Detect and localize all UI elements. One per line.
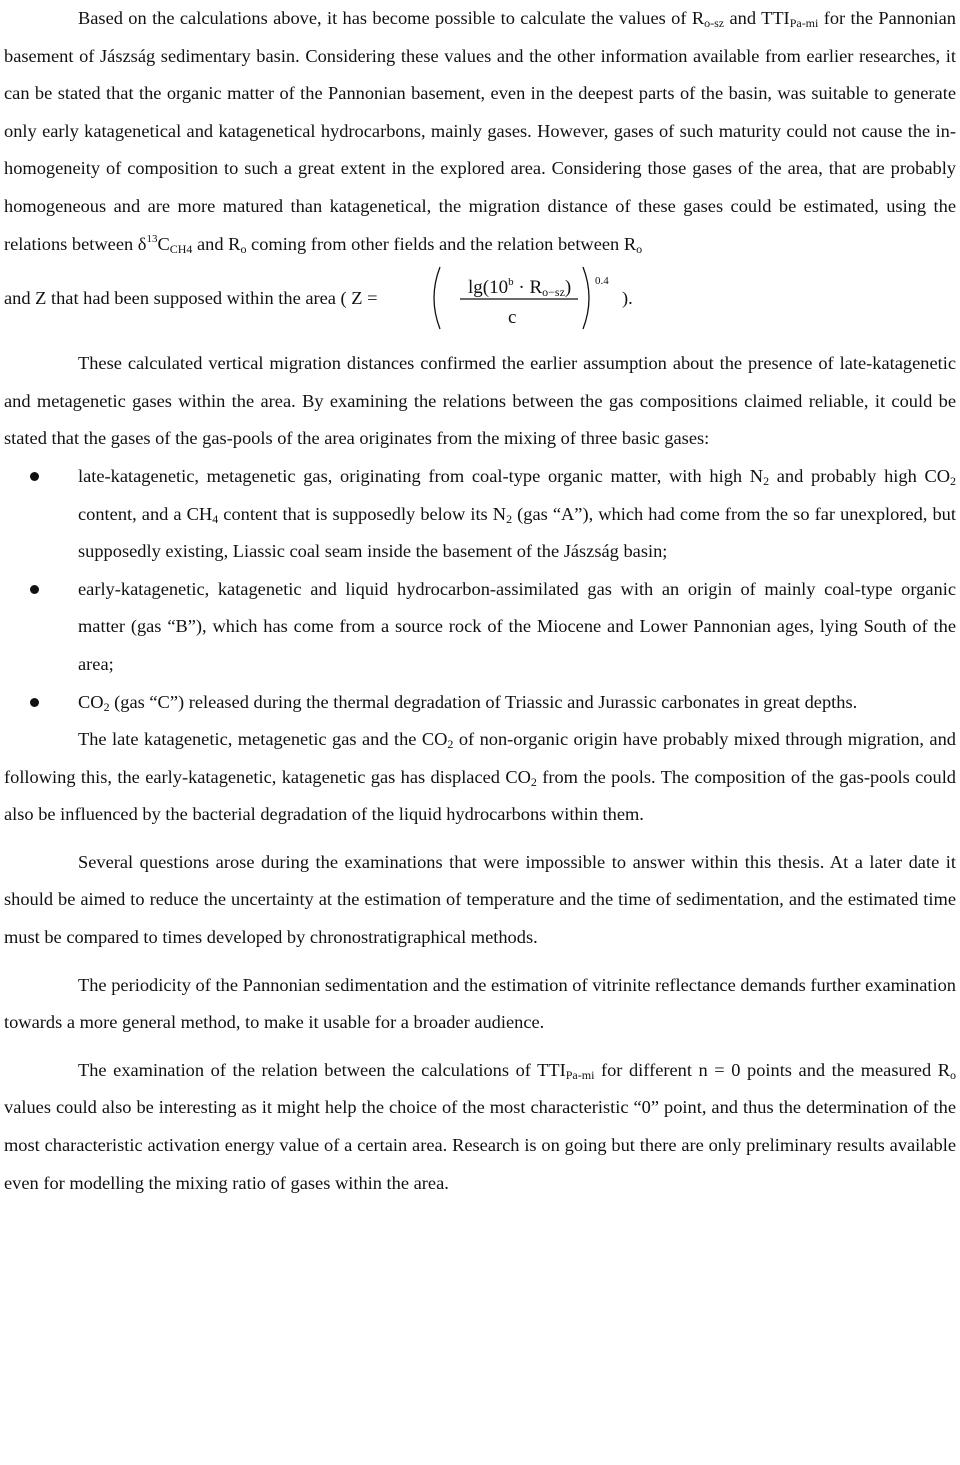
formula-line (4, 263, 956, 333)
list-item: $CO_2$ (gas “C”) released during the thermal degradation of Triassic and Jurassic carbonates in great depths. (4, 684, 956, 722)
bullet-icon (30, 472, 39, 481)
paragraph-migration: These calculated vertical migration distances confirmed the earlier assumption about the presence of late-katagenetic and metagenetic gases within the area. By examining the relations between the gas compositions claimed reliable, it could be stated that the gases of the gas-pools of the area originates from the mixing of three basic gases: (4, 353, 956, 449)
formula-denominator: c (508, 307, 517, 329)
bullet-icon (30, 698, 39, 707)
gas-list (4, 458, 956, 721)
bullet-icon (30, 585, 39, 594)
formula-trail-text: ). (622, 288, 633, 309)
paragraph-periodicity: The periodicity of the Pannonian sedimentation and the estimation of vitrinite reflectance demands further examination towards a more general method, to make it usable for a broader audience. (4, 974, 956, 1033)
paragraph-mixing: The late katagenetic, metagenetic gas and the $CO_2$ of non-organic origin have probably mixed through migration, and following this, the early-katagenetic, katagenetic gas has displaced $CO_2$ from the pools. The composition of the gas-pools could also be influenced by the bacterial degradation of the liquid hydrocarbons within them. (4, 729, 956, 825)
list-item: late-katagenetic, metagenetic gas, originating from coal-type organic matter, with high $N_2$ and probably high $CO_2$ content, and a $CH_4$ content that is supposedly below its $N_2$ (gas “A”), which had come from the so far unexplored, but supposedly existing, Liassic coal seam inside the basement of the Jászság basin; (4, 458, 956, 571)
formula-numerator: $\lg(10^b \cdot R_{o-sz})$ (468, 276, 572, 300)
list-item: early-katagenetic, katagenetic and liquid hydrocarbon-assimilated gas with an origin of mainly coal-type organic matter (gas “B”), which has come from a source rock of the Miocene and Lower Pannonian ages, lying South of the area; (4, 571, 956, 684)
migration-distance-formula (424, 263, 619, 333)
document-page (4, 0, 956, 1202)
paragraph-results: Based on the calculations above, it has become possible to calculate the values of $R_{o-sz}$ and $TTI_{Pa-mi}$ for the Pannonian basement of Jászság sedimentary basin. Considering these values and the other information available from earlier researches, it can be stated that the organic matter of the Pannonian basement, even in the deepest parts of the basin, was suitable to generate only early katagenetical and katagenetical hydrocarbons, mainly gases. However, gases of such maturity could not cause the in-homogeneity of composition to such a great extent in the explored area. Considering those gases of the area, that are probably homogeneous and are more matured than katagenetical, the migration distance of these gases could be estimated, using the relations between $\delta^{13}C_{CH4}$ and $R_o$ coming from other fields and the relation between $R_o$ (4, 8, 957, 256)
paragraph-questions: Several questions arose during the examinations that were impossible to answer within this thesis. At a later date it should be aimed to reduce the uncertainty at the estimation of temperature and the time of sedimentation, and the estimated time must be compared to times developed by chronostratigraphical methods. (4, 851, 956, 948)
paragraph-tti: The examination of the relation between the calculations of $TTI_{Pa-mi}$ for different n = 0 points and the measured $R_o$ values could also be interesting as it might help the choice of the most characteristic “0” point, and thus the determination of the most characteristic activation energy value of a certain area. Research is on going but there are only preliminary results available even for modelling the mixing ratio of gases within the area. (4, 1059, 956, 1193)
formula-lead-text: and Z that had been supposed within the area ( Z = (4, 288, 378, 309)
formula-exponent: 0.4 (595, 275, 609, 288)
